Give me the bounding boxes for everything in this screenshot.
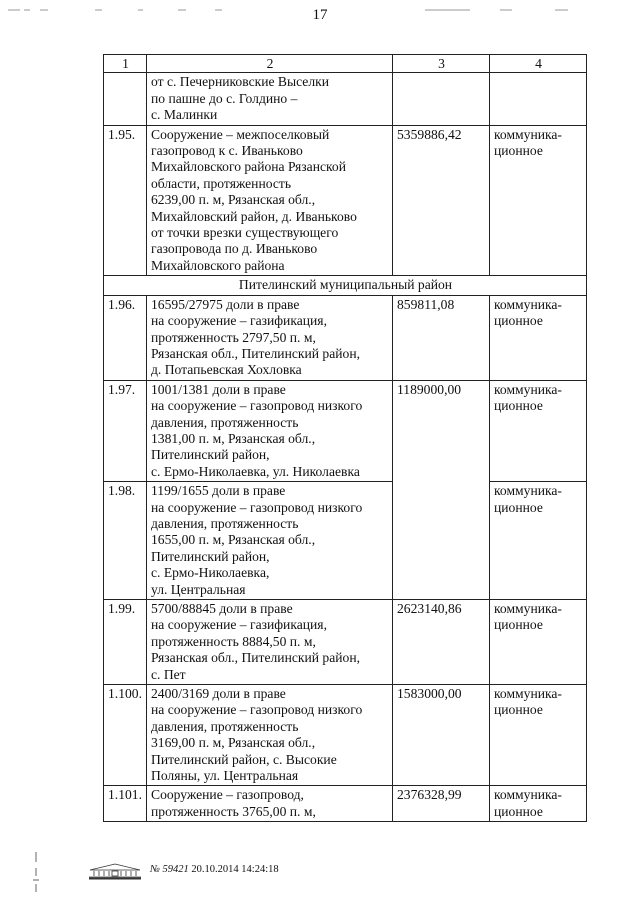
purpose xyxy=(490,73,587,125)
book-value: 5359886,42 xyxy=(393,125,490,276)
purpose xyxy=(490,380,587,481)
table-row xyxy=(104,786,587,822)
description-line: 1199/1655 доли в праве xyxy=(151,483,286,499)
description-line: на сооружение – газификация, xyxy=(151,617,327,633)
header-cell: 3 xyxy=(393,55,490,73)
object-description xyxy=(147,786,393,822)
purpose xyxy=(490,482,587,600)
description-line: 3169,00 п. м, Рязанская обл., xyxy=(151,735,316,751)
row-number: 1.100. xyxy=(104,685,147,786)
description-line: Пителинский район, xyxy=(151,548,270,564)
book-value: 2376328,99 xyxy=(393,786,490,822)
purpose-line: коммуника- xyxy=(494,601,562,616)
purpose-line: коммуника- xyxy=(494,126,562,142)
table-header-row xyxy=(104,55,587,73)
purpose-line: коммуника- xyxy=(494,381,562,397)
row-number: 1.97. xyxy=(104,380,147,481)
description-line: Пителинский район, xyxy=(151,447,270,463)
purpose xyxy=(490,295,587,380)
table-row xyxy=(104,295,587,380)
description-line: давления, протяженность xyxy=(151,718,299,734)
description-line: на сооружение – газопровод низкого xyxy=(151,398,363,414)
description-line: от точки врезки существующего xyxy=(151,225,339,241)
purpose-line: коммуника- xyxy=(494,483,562,499)
description-line: на сооружение – газопровод низкого xyxy=(151,499,363,515)
row-number: 1.99. xyxy=(104,600,147,685)
description-line: с. Пет xyxy=(151,666,186,682)
property-table xyxy=(103,54,587,822)
description-line: газопровода по д. Иваньково xyxy=(151,241,318,257)
registration-stamp xyxy=(88,862,418,882)
description-line: Михайловского района xyxy=(151,257,285,273)
purpose-line: ционное xyxy=(494,143,543,159)
description-line: Сооружение – газопровод, xyxy=(151,787,304,803)
object-description xyxy=(147,73,393,125)
purpose-line: ционное xyxy=(494,398,543,414)
purpose-line: ционное xyxy=(494,702,543,718)
row-number: 1.101. xyxy=(104,786,147,822)
table-row xyxy=(104,73,587,125)
description-line: Михайловского района Рязанской xyxy=(151,159,346,175)
page-number: 17 xyxy=(312,7,328,23)
description-line: протяженность 3765,00 п. м, xyxy=(151,803,316,819)
description-line: 16595/27975 доли в праве xyxy=(151,296,300,312)
object-description xyxy=(147,125,393,276)
book-value xyxy=(393,73,490,125)
purpose-line: коммуника- xyxy=(494,296,562,312)
description-line: протяженность 8884,50 п. м, xyxy=(151,633,316,649)
building-logo-icon xyxy=(88,862,143,880)
purpose xyxy=(490,685,587,786)
description-line: ул. Центральная xyxy=(151,581,246,597)
table-row xyxy=(104,482,587,600)
book-value: 1583000,00 xyxy=(393,685,490,786)
table-row xyxy=(104,685,587,786)
description-line: Пителинский район, с. Высокие xyxy=(151,751,337,767)
stamp-number: № 59421 xyxy=(150,864,189,875)
purpose-line: коммуника- xyxy=(494,686,562,702)
row-number: 1.98. xyxy=(104,482,147,600)
table-row xyxy=(104,125,587,276)
object-description xyxy=(147,380,393,481)
object-description xyxy=(147,295,393,380)
description-line: на сооружение – газопровод низкого xyxy=(151,702,363,718)
description-line: от с. Печерниковские Выселки xyxy=(151,74,330,90)
description-line: протяженность 2797,50 п. м, xyxy=(151,329,316,345)
purpose xyxy=(490,786,587,822)
purpose-line: коммуника- xyxy=(494,787,562,803)
object-description xyxy=(147,600,393,685)
stamp-datetime: 20.10.2014 14:24:18 xyxy=(191,864,279,875)
table-row xyxy=(104,380,587,481)
purpose-line: ционное xyxy=(494,313,543,329)
object-description xyxy=(147,685,393,786)
description-line: Рязанская обл., Пителинский район, xyxy=(151,345,361,361)
description-line: Сооружение – межпоселковый xyxy=(151,126,330,142)
header-cell: 2 xyxy=(147,55,393,73)
description-line: по пашне до с. Голдино – xyxy=(151,90,298,106)
description-line: 1655,00 п. м, Рязанская обл., xyxy=(151,532,316,548)
description-line: с. Малинки xyxy=(151,107,218,123)
description-line: 6239,00 п. м, Рязанская обл., xyxy=(151,192,316,208)
row-number xyxy=(104,73,147,125)
purpose-line: ционное xyxy=(494,617,543,633)
table-row xyxy=(104,600,587,685)
section-title: Пителинский муниципальный район xyxy=(104,276,587,295)
description-line: 1381,00 п. м, Рязанская обл., xyxy=(151,430,316,446)
description-line: с. Ермо-Николаевка, xyxy=(151,565,270,581)
book-value: 859811,08 xyxy=(393,295,490,380)
purpose-line: ционное xyxy=(494,803,543,819)
description-line: области, протяженность xyxy=(151,175,292,191)
stamp-text xyxy=(150,864,279,875)
scan-edge-marks xyxy=(0,8,640,12)
description-line: с. Ермо-Николаевка, ул. Николаевка xyxy=(151,463,360,479)
header-cell: 1 xyxy=(104,55,147,73)
description-line: Поляны, ул. Центральная xyxy=(151,768,299,784)
description-line: д. Потапьевская Хохловка xyxy=(151,362,302,378)
description-line: Михайловский район, д. Иваньково xyxy=(151,208,357,224)
purpose-line: ционное xyxy=(494,499,543,515)
description-line: газопровод к с. Иваньково xyxy=(151,143,303,159)
row-number: 1.96. xyxy=(104,295,147,380)
purpose xyxy=(490,125,587,276)
purpose xyxy=(490,600,587,685)
description-line: давления, протяженность xyxy=(151,515,299,531)
book-value: 2623140,86 xyxy=(393,600,490,685)
object-description xyxy=(147,482,393,600)
description-line: 5700/88845 доли в праве xyxy=(151,601,293,616)
scan-margin-marks xyxy=(30,840,42,900)
description-line: Рязанская обл., Пителинский район, xyxy=(151,650,361,666)
description-line: 1001/1381 доли в праве xyxy=(151,381,286,397)
section-row xyxy=(104,276,587,295)
row-number: 1.95. xyxy=(104,125,147,276)
book-value: 1189000,00 xyxy=(393,380,490,599)
description-line: давления, протяженность xyxy=(151,414,299,430)
description-line: 2400/3169 доли в праве xyxy=(151,686,286,702)
description-line: на сооружение – газификация, xyxy=(151,313,327,329)
header-cell: 4 xyxy=(490,55,587,73)
